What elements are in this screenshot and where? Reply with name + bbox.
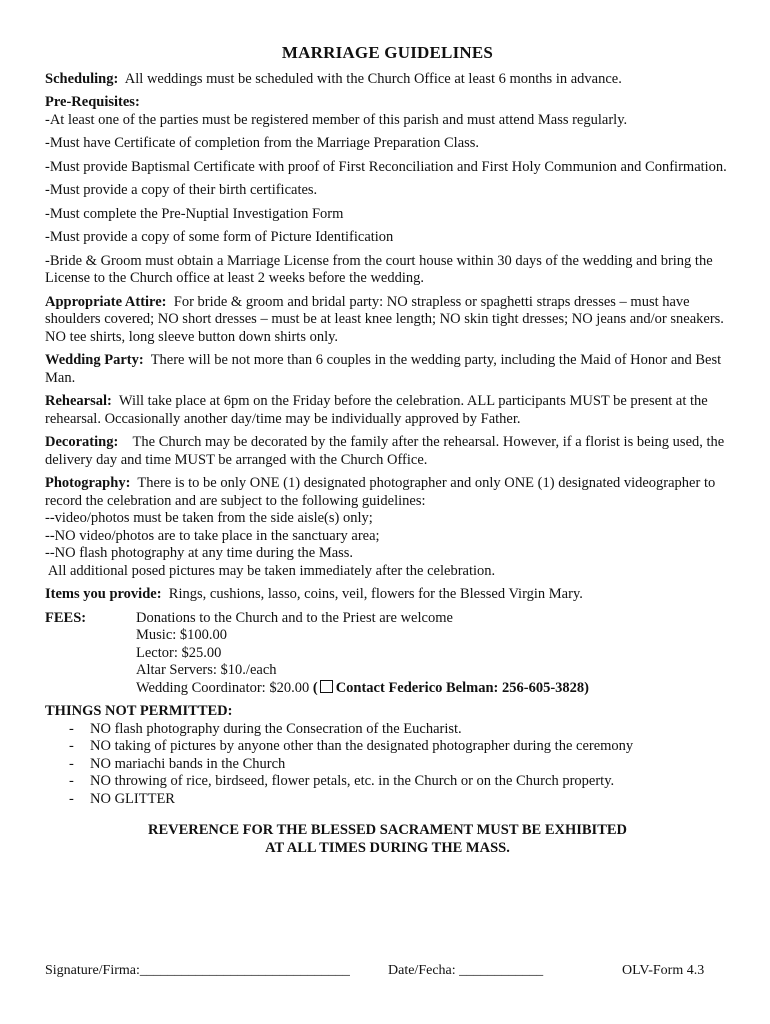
reverence-notice (45, 822, 730, 857)
fees-section (45, 610, 730, 698)
scheduling-label: Scheduling: (45, 70, 119, 87)
decorating-section (45, 434, 730, 469)
fees-list (136, 610, 589, 698)
checkbox-icon (320, 680, 333, 693)
page-title: MARRIAGE GUIDELINES (281, 43, 494, 62)
decorating-text: The Church may be decorated by the family after the rehearsal. However, if a florist is being used, the delivery day and time MUST be arranged with the Church Office. (45, 434, 725, 468)
fee-coordinator-line (136, 680, 589, 698)
photography-text: There is to be only ONE (1) designated photographer and only ONE (1) designated videographer to record the celebration and are subject to the following guidelines: (45, 475, 716, 509)
wedding-party-section (45, 352, 730, 387)
reverence-line: AT ALL TIMES DURING THE MASS. (265, 839, 510, 856)
signature-field[interactable]: Signature/Firma:______________________________ (45, 963, 350, 978)
attire-section (45, 294, 730, 347)
prerequisites-section (45, 94, 730, 288)
items-provide-text: Rings, cushions, lasso, coins, veil, flowers for the Blessed Virgin Mary. (168, 586, 583, 602)
photography-rule: All additional posed pictures may be taken immediately after the celebration. (45, 562, 496, 579)
photography-rule: --NO video/photos are to take place in the sanctuary area; (45, 527, 380, 544)
decorating-label: Decorating: (45, 434, 119, 450)
scheduling-section (45, 71, 730, 89)
list-item: - NO throwing of rice, birdseed, flower petals, etc. in the Church or on the Church property. (45, 773, 730, 791)
items-provide-label: Items you provide: (45, 586, 162, 602)
prerequisite-item: -Must provide a copy of their birth certificates. (45, 182, 318, 198)
scheduling-text: All weddings must be scheduled with the Church Office at least 6 months in advance. (124, 70, 622, 87)
rehearsal-text: Will take place at 6pm on the Friday before the celebration. ALL participants MUST be present at the rehearsal. Occasionally another day/time may be individually approved by Father. (45, 393, 708, 427)
prerequisite-item: -Bride & Groom must obtain a Marriage License from the court house within 30 days of the wedding and bring the License to the Church office at least 2 weeks before the wedding. (45, 252, 713, 286)
photography-rule: --video/photos must be taken from the side aisle(s) only; (45, 510, 373, 526)
prerequisites-label: Pre-Requisites: (45, 94, 140, 110)
fee-line: Music: $100.00 (136, 627, 228, 643)
prerequisite-item: -At least one of the parties must be registered member of this parish and must attend Mass regularly. (45, 111, 628, 128)
photography-section (45, 475, 730, 580)
list-item: - NO taking of pictures by anyone other than the designated photographer during the ceremony (45, 738, 730, 756)
prerequisite-item: -Must provide Baptismal Certificate with proof of First Reconciliation and First Holy Communion and Confirmation. (45, 158, 727, 175)
rehearsal-section (45, 393, 730, 428)
date-field[interactable]: Date/Fecha: ____________ (388, 963, 544, 978)
reverence-line: REVERENCE FOR THE BLESSED SACRAMENT MUST BE EXHIBITED (147, 822, 628, 838)
coordinator-contact: Contact Federico Belman: 256-605-3828) (335, 679, 589, 696)
not-permitted-label: THINGS NOT PERMITTED: (45, 703, 233, 719)
coordinator-fee: Wedding Coordinator: $20.00 (136, 679, 310, 696)
list-item: - NO flash photography during the Consecration of the Eucharist. (45, 721, 730, 739)
attire-label: Appropriate Attire: (45, 293, 167, 310)
form-number: OLV-Form 4.3 (622, 963, 705, 978)
prerequisite-item: -Must provide a copy of some form of Picture Identification (45, 229, 394, 245)
wedding-party-label: Wedding Party: (45, 352, 144, 368)
prerequisite-item: -Must have Certificate of completion from the Marriage Preparation Class. (45, 135, 480, 151)
fee-line: Altar Servers: $10./each (136, 662, 277, 678)
not-permitted-list (45, 721, 730, 809)
list-item: - NO mariachi bands in the Church (45, 756, 730, 774)
list-item: - NO GLITTER (45, 791, 730, 809)
photography-label: Photography: (45, 475, 131, 491)
wedding-party-text: There will be not more than 6 couples in the wedding party, including the Maid of Honor and Best Man. (45, 352, 722, 386)
fee-line: Donations to the Church and to the Priest are welcome (136, 609, 453, 626)
attire-text: For bride & groom and bridal party: NO strapless or spaghetti straps dresses – must have shoulders covered; NO short dresses – must be at least knee length; NO skin tight dresses; NO jeans and/or sneakers. NO tee shirts, long sleeve button down shirts only. (45, 293, 724, 345)
photography-rule: --NO flash photography at any time during the Mass. (45, 545, 354, 561)
fees-label: FEES: (45, 609, 87, 626)
rehearsal-label: Rehearsal: (45, 393, 112, 409)
not-permitted-section (45, 703, 730, 808)
fee-line: Lector: $25.00 (136, 644, 222, 661)
prerequisite-item: -Must complete the Pre-Nuptial Investigation Form (45, 205, 344, 222)
contact-open-paren: ( (312, 679, 318, 696)
guidelines-document (45, 44, 730, 865)
items-provide-section (45, 586, 730, 604)
